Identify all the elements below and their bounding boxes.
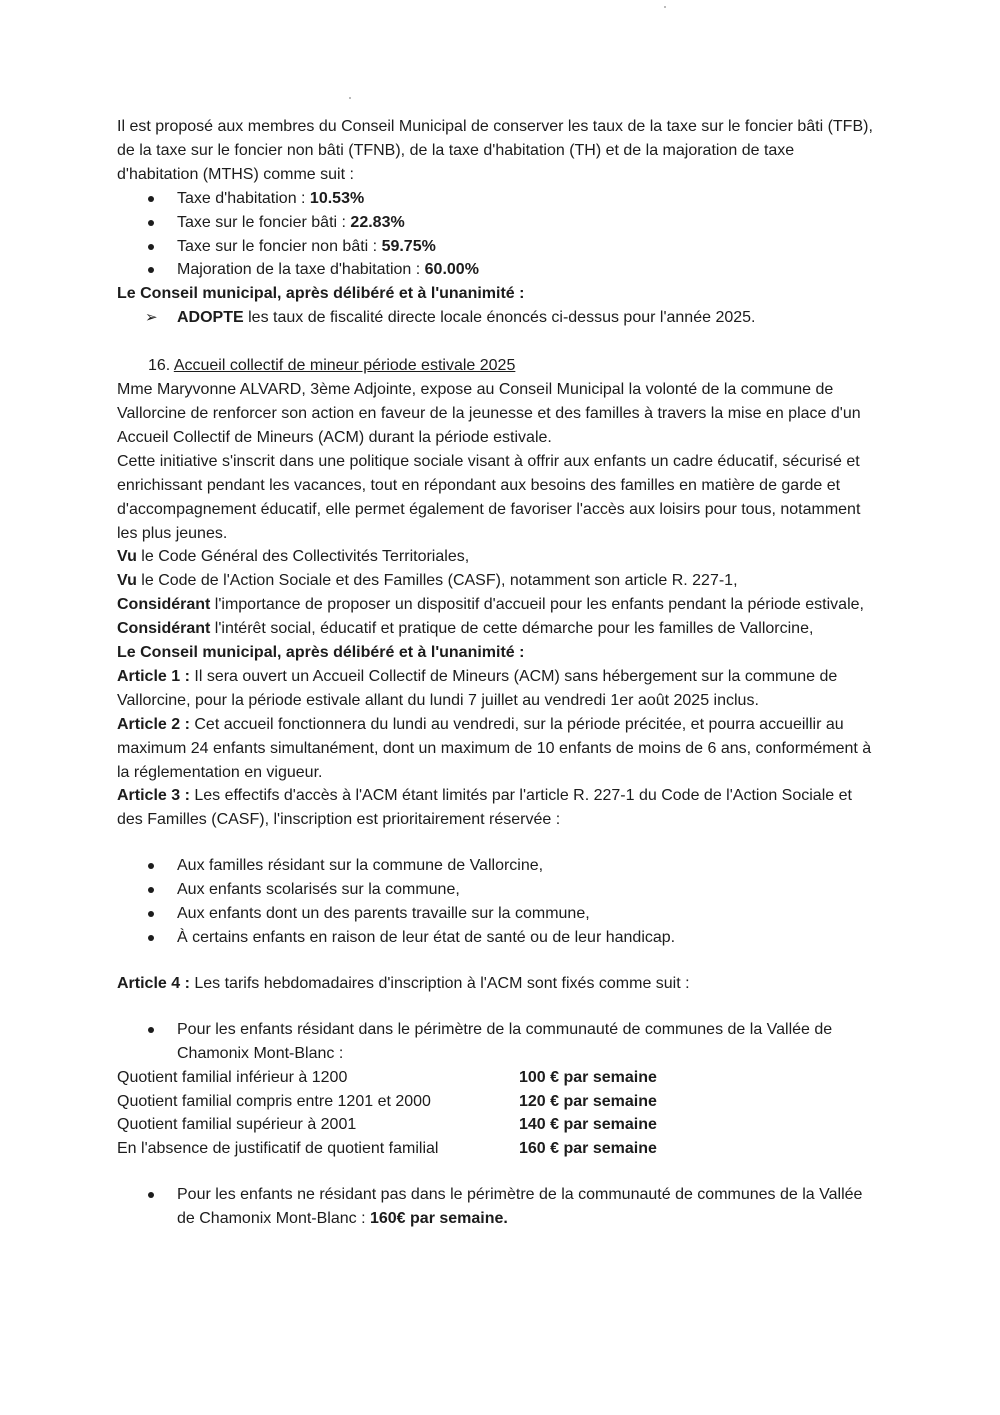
residents-list — [117, 1018, 877, 1066]
vu-line-1: Vu le Code Général des Collectivités Territoriales, — [117, 548, 470, 566]
tax-rates-list — [117, 187, 877, 283]
tax-decision-heading: Le Conseil municipal, après délibéré et à l'unanimité : — [117, 285, 525, 303]
tax-intro-paragraph: Il est proposé aux membres du Conseil Municipal de conserver les taux de la taxe sur le foncier bâti (TFB), de la taxe sur le foncier non bâti (TFNB), de la taxe d'habitation (TH) et de la majoration de taxe d'habitation (MTHS) comme suit : — [117, 118, 873, 183]
tariff-table — [117, 1066, 657, 1162]
list-item: Taxe d'habitation : 10.53% — [117, 187, 877, 211]
list-item: Pour les enfants résidant dans le périmètre de la communauté de communes de la Vallée de Chamonix Mont-Blanc : — [117, 1018, 877, 1066]
list-item: Majoration de la taxe d'habitation : 60.00% — [117, 258, 877, 282]
article-2: Article 2 : Cet accueil fonctionnera du lundi au vendredi, sur la période précitée, et pourra accueillir au maximum 24 enfants simultanément, dont un maximum de 10 enfants de moins de 6 ans, conformément à la réglementation en vigueur. — [117, 715, 872, 781]
priority-list — [117, 854, 877, 950]
list-item: Taxe sur le foncier non bâti : 59.75% — [117, 235, 877, 259]
scan-speck — [349, 97, 351, 99]
vu-line-2: Vu le Code de l'Action Sociale et des Familles (CASF), notamment son article R. 227-1, — [117, 572, 738, 590]
arrow-bullet-icon: ➢ — [145, 309, 158, 327]
acm-paragraph-1: Mme Maryvonne ALVARD, 3ème Adjointe, expose au Conseil Municipal la volonté de la commune de Vallorcine de renforcer son action en faveur de la jeunesse et des familles à travers la mise en place d'un Accueil Collectif de Mineurs (ACM) durant la période estivale. — [117, 381, 861, 446]
document-body — [117, 115, 877, 1231]
bullet-icon — [148, 220, 154, 226]
list-item: Aux familles résidant sur la commune de Vallorcine, — [117, 854, 877, 878]
table-row: Quotient familial supérieur à 2001 140 € par semaine — [117, 1116, 657, 1134]
list-item: Aux enfants scolarisés sur la commune, — [117, 878, 877, 902]
list-item: Pour les enfants ne résidant pas dans le périmètre de la communauté de communes de la Vallée de Chamonix Mont-Blanc : 160€ par semaine. — [117, 1183, 877, 1231]
bullet-icon — [148, 267, 154, 273]
bullet-icon — [148, 911, 154, 917]
table-row: Quotient familial inférieur à 1200 100 € par semaine — [117, 1068, 657, 1086]
article-4: Article 4 : Les tarifs hebdomadaires d'inscription à l'ACM sont fixés comme suit : — [117, 974, 690, 992]
acm-paragraph-2: Cette initiative s'inscrit dans une politique sociale visant à offrir aux enfants un cadre éducatif, sécurisé et enrichissant pendant les vacances, tout en répondant aux besoins des familles en matière de garde et d'accompagnement éducatif, elle permet également de favoriser l'accès aux loisirs pour tous, notamment les plus jeunes. — [117, 452, 861, 542]
acm-decision-heading: Le Conseil municipal, après délibéré et à l'unanimité : — [117, 644, 525, 662]
bullet-icon — [148, 887, 154, 893]
bullet-icon — [148, 244, 154, 250]
scan-speck — [664, 6, 666, 8]
bullet-icon — [148, 1192, 154, 1198]
considerant-line-1: Considérant l'importance de proposer un dispositif d'accueil pour les enfants pendant la période estivale, — [117, 596, 864, 614]
table-row: Quotient familial compris entre 1201 et 2000 120 € par semaine — [117, 1092, 657, 1110]
table-row: En l'absence de justificatif de quotient familial 160 € par semaine — [117, 1140, 657, 1158]
bullet-icon — [148, 863, 154, 869]
list-item: À certains enfants en raison de leur état de santé ou de leur handicap. — [117, 926, 877, 950]
bullet-icon — [148, 1027, 154, 1033]
adopte-line: ➢ ADOPTE les taux de fiscalité directe locale énoncés ci-dessus pour l'année 2025. — [117, 306, 877, 330]
list-item: Taxe sur le foncier bâti : 22.83% — [117, 211, 877, 235]
bullet-icon — [148, 196, 154, 202]
nonresidents-list — [117, 1183, 877, 1231]
list-item: Aux enfants dont un des parents travaille sur la commune, — [117, 902, 877, 926]
bullet-icon — [148, 935, 154, 941]
article-3: Article 3 : Les effectifs d'accès à l'ACM étant limités par l'article R. 227-1 du Code de l'Action Sociale et des Familles (CASF), l'inscription est prioritairement réservée : — [117, 787, 852, 829]
article-1: Article 1 : Il sera ouvert un Accueil Collectif de Mineurs (ACM) sans hébergement sur la commune de Vallorcine, pour la période estivale allant du lundi 7 juillet au vendredi 1er août 2025 inclus. — [117, 667, 838, 709]
considerant-line-2: Considérant l'intérêt social, éducatif et pratique de cette démarche pour les familles de Vallorcine, — [117, 620, 814, 638]
section-title: 16. Accueil collectif de mineur période estivale 2025 — [148, 357, 516, 375]
